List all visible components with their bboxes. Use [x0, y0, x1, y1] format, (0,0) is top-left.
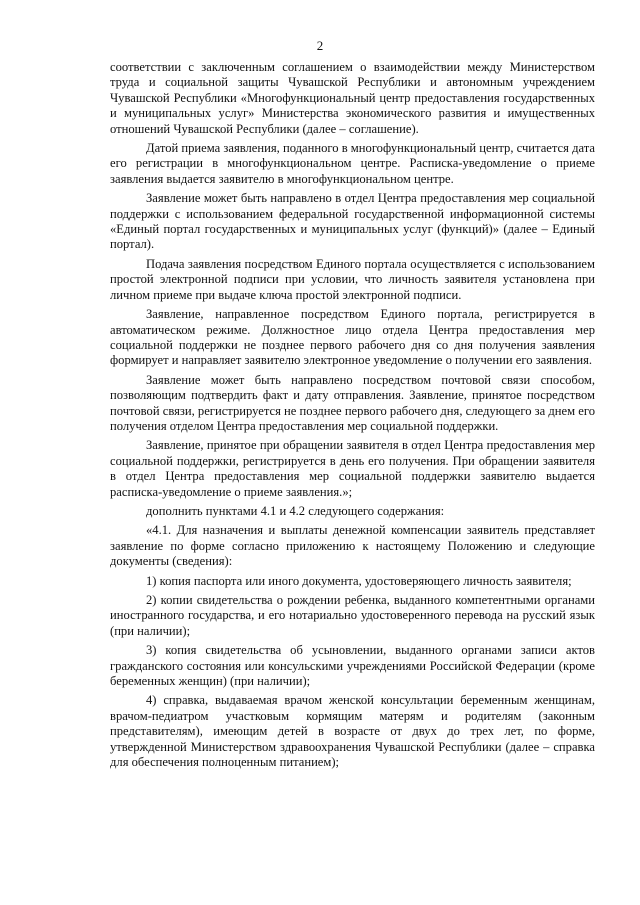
- page-number: 2: [316, 38, 324, 53]
- paragraph-7: Заявление, принятое при обращении заявителя в отдел Центра предоставления мер социальной поддержки, регистрируется в день его получения. При обращении заявителя в отдел Центра предоставления мер социальной поддержки заявителю выдается расписка-уведомление о приеме заявления.»;: [110, 438, 595, 499]
- paragraph-9: «4.1. Для назначения и выплаты денежной компенсации заявитель представляет заявление по форме согласно приложению к настоящему Положению и следующие документы (сведения):: [110, 523, 595, 569]
- paragraph-10: 1) копия паспорта или иного документа, удостоверяющего личность заявителя;: [146, 573, 572, 588]
- paragraph-6: Заявление может быть направлено посредством почтовой связи способом, позволяющим подтвердить факт и дату отправления. Заявление, принятое посредством почтовой связи, регистрируется не позднее первого рабочего дня, следующего за днем его получения отделом Центра предоставления мер социальной поддержки.: [110, 372, 595, 433]
- paragraph-4: Подача заявления посредством Единого портала осуществляется с использованием простой электронной подписи при условии, что личность заявителя установлена при личном приеме при выдаче ключа простой электронной подписи.: [110, 256, 595, 302]
- paragraph-11: 2) копии свидетельства о рождении ребенка, выданного компетентными органами иностранного государства, и его нотариально удостоверенного перевода на русский язык (при наличии);: [110, 593, 595, 638]
- paragraph-1: соответствии с заключенным соглашением о взаимодействии между Министерством труда и социальной защиты Чувашской Республики и автономным учреждением Чувашской Республики «Многофункциональный центр предоставления государственных и муниципальных услуг» Министерства экономического развития и имущественных отношений Чувашской Республики (далее – соглашение).: [110, 60, 595, 136]
- paragraph-12: 3) копия свидетельства об усыновлении, выданного органами записи актов гражданского состояния или консульскими учреждениями Российской Федерации (кроме беременных женщин) (при наличии);: [110, 643, 595, 689]
- paragraph-5: Заявление, направленное посредством Единого портала, регистрируется в автоматическом режиме. Должностное лицо отдела Центра предоставления мер социальной поддержки не позднее первого рабочего дня со дня получения заявления формирует и направляет заявителю электронное уведомление о получении его заявления.: [110, 307, 595, 368]
- paragraph-3: Заявление может быть направлено в отдел Центра предоставления мер социальной поддержки с использованием федеральной государственной информационной системы «Единый портал государственных и муниципальных услуг (функций)» (далее – Единый портал).: [110, 191, 595, 252]
- paragraph-2: Датой приема заявления, поданного в многофункциональный центр, считается дата его регистрации в многофункциональном центре. Расписка-уведомление о приеме заявления выдается заявителю в многофункциональном центре.: [110, 141, 595, 186]
- paragraph-8: дополнить пунктами 4.1 и 4.2 следующего содержания:: [146, 503, 445, 518]
- paragraph-13: 4) справка, выдаваемая врачом женской консультации беременным женщинам, врачом-педиатром участковым кормящим матерям и родителям (законным представителям), имеющим детей в возрасте от двух до трех лет, по форме, утвержденной Министерством здравоохранения Чувашской Республики (далее – справка для обеспечения полноценным питанием);: [110, 693, 595, 770]
- document-body: [110, 60, 595, 774]
